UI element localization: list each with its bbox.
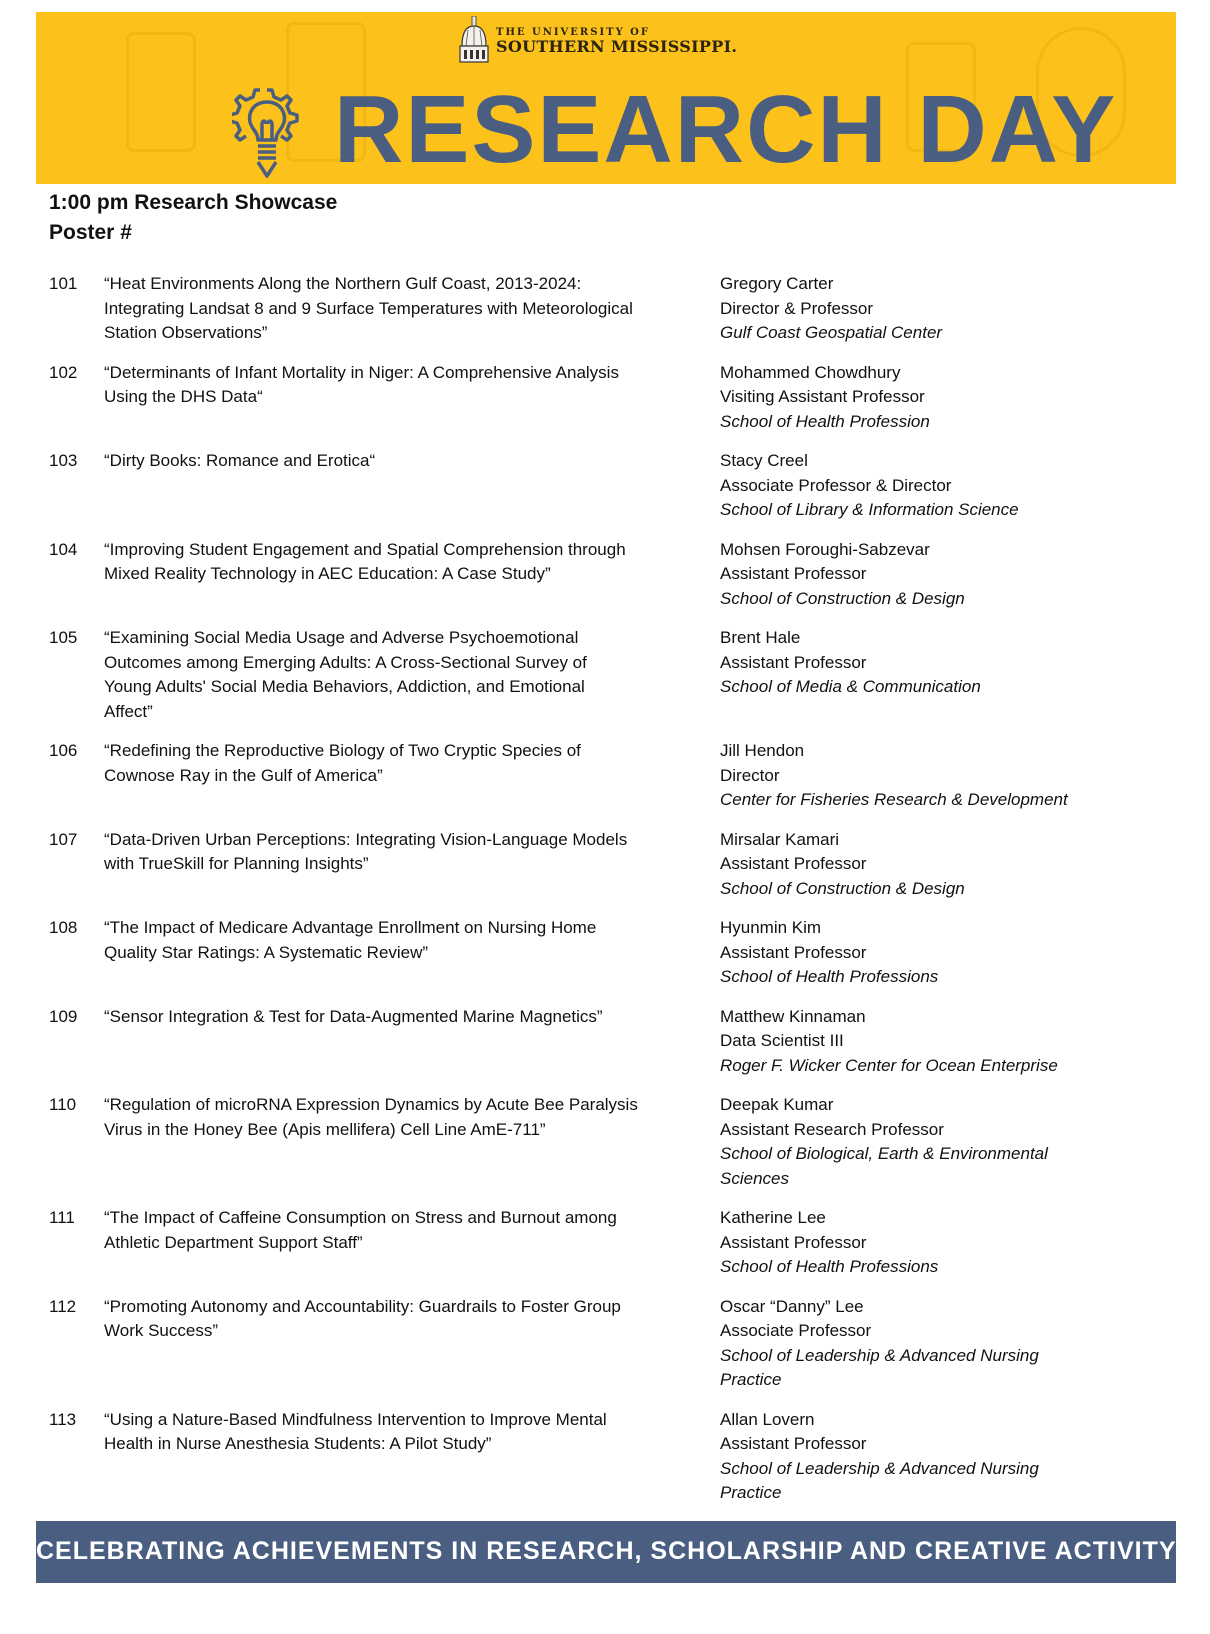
poster-title (104, 739, 710, 813)
presenter-department: Practice (720, 1370, 782, 1389)
presenter-department: School of Media & Communication (720, 677, 981, 696)
presenter-info (710, 1206, 1180, 1280)
poster-title-line: Cownose Ray in the Gulf of America” (104, 765, 383, 785)
poster-number: 112 (49, 1296, 77, 1316)
lightbulb-gear-icon (232, 86, 302, 178)
presenter-info (710, 1408, 1180, 1506)
poster-number: 101 (49, 274, 78, 293)
footer-tagline: CELEBRATING ACHIEVEMENTS IN RESEARCH, SCHOLARSHIP AND CREATIVE ACTIVITY (36, 1536, 1177, 1565)
poster-title-line: “The Impact of Caffeine Consumption on Stress and Burnout among (104, 1208, 617, 1227)
poster-number: 108 (49, 918, 78, 937)
poster-number: 104 (49, 539, 78, 559)
presenter-name: Jill Hendon (720, 741, 805, 760)
presenter-department: School of Health Professions (720, 967, 939, 986)
presenter-name: Oscar “Danny” Lee (720, 1296, 864, 1316)
presenter-info (710, 739, 1180, 813)
presenter-info (710, 272, 1180, 346)
presenter-role: Assistant Professor (720, 854, 867, 873)
poster-number: 103 (49, 451, 78, 470)
poster-entry (0, 1408, 1210, 1506)
presenter-department: School of Construction & Design (720, 588, 965, 608)
poster-title-line: “Heat Environments Along the Northern Gulf Coast, 2013-2024: (104, 274, 582, 293)
poster-title-line: Outcomes among Emerging Adults: A Cross-Sectional Survey of (104, 652, 587, 672)
background-doodle (126, 32, 196, 152)
poster-title-line: Young Adults' Social Media Behaviors, Addiction, and Emotional (104, 677, 585, 696)
section-heading: 1:00 pm Research Showcase (49, 191, 338, 214)
presenter-role: Assistant Research Professor (720, 1119, 944, 1139)
presenter-department: Center for Fisheries Research & Development (720, 790, 1068, 809)
poster-entry (0, 916, 1210, 990)
presenter-department: School of Biological, Earth & Environmental (720, 1144, 1048, 1163)
poster-number: 111 (49, 1208, 75, 1227)
presenter-name: Mohammed Chowdhury (720, 362, 901, 382)
presenter-department: Gulf Coast Geospatial Center (720, 323, 943, 342)
poster-title-line: “Improving Student Engagement and Spatial Comprehension through (104, 539, 626, 559)
presenter-name: Allan Lovern (720, 1409, 815, 1429)
poster-number: 113 (49, 1409, 77, 1429)
presenter-name: Katherine Lee (720, 1208, 826, 1227)
poster-title-line: Health in Nurse Anesthesia Students: A Pilot Study” (104, 1434, 492, 1453)
poster-title (104, 916, 710, 990)
poster-number: 107 (49, 829, 78, 849)
poster-title-line: “Promoting Autonomy and Accountability: Guardrails to Foster Group (104, 1296, 621, 1316)
poster-title (104, 449, 710, 523)
poster-title (104, 272, 710, 346)
poster-title-line: “The Impact of Medicare Advantage Enrollment on Nursing Home (104, 918, 597, 937)
presenter-name: Deepak Kumar (720, 1095, 834, 1114)
poster-entry (0, 449, 1210, 523)
presenter-info (710, 1295, 1180, 1393)
poster-title-line: Station Observations” (104, 323, 268, 342)
poster-entry (0, 1206, 1210, 1280)
presenter-name: Mohsen Foroughi-Sabzevar (720, 539, 930, 559)
poster-entry (0, 1005, 1210, 1079)
presenter-role: Visiting Assistant Professor (720, 387, 925, 406)
poster-title-line: with TrueSkill for Planning Insights” (104, 854, 369, 873)
poster-title-line: “Data-Driven Urban Perceptions: Integrating Vision-Language Models (104, 829, 628, 849)
poster-title-line: “Regulation of microRNA Expression Dynamics by Acute Bee Paralysis (104, 1095, 638, 1114)
capitol-dome-icon (458, 16, 490, 68)
poster-title-line: Mixed Reality Technology in AEC Education: A Case Study” (104, 564, 551, 583)
event-title: RESEARCH DAY (334, 76, 1118, 183)
presenter-department: School of Construction & Design (720, 878, 965, 898)
presenter-department: Sciences (720, 1168, 789, 1188)
presenter-info (710, 828, 1180, 902)
header-banner (36, 12, 1176, 184)
poster-entry (0, 626, 1210, 724)
presenter-department: School of Health Professions (720, 1257, 939, 1276)
poster-title-line: Affect” (104, 701, 153, 721)
presenter-name: Brent Hale (720, 628, 801, 647)
poster-number: 106 (49, 741, 78, 760)
poster-entry (0, 1295, 1210, 1393)
presenter-name: Hyunmin Kim (720, 918, 822, 937)
presenter-role: Assistant Professor (720, 652, 867, 672)
poster-title-line: “Dirty Books: Romance and Erotica“ (104, 451, 376, 470)
presenter-name: Stacy Creel (720, 451, 808, 470)
presenter-department: School of Leadership & Advanced Nursing (720, 1458, 1039, 1478)
poster-number: 110 (49, 1095, 77, 1114)
presenter-role: Data Scientist III (720, 1031, 844, 1050)
presenter-role: Assistant Professor (720, 1232, 867, 1252)
presenter-department: School of Health Profession (720, 411, 930, 431)
poster-entry (0, 739, 1210, 813)
poster-title (104, 1408, 710, 1506)
poster-title (104, 828, 710, 902)
presenter-name: Matthew Kinnaman (720, 1006, 866, 1026)
presenter-role: Director & Professor (720, 298, 874, 318)
presenter-department: Roger F. Wicker Center for Ocean Enterprise (720, 1055, 1058, 1075)
university-logo (458, 16, 737, 68)
presenter-role: Associate Professor & Director (720, 475, 952, 495)
presenter-department: School of Leadership & Advanced Nursing (720, 1345, 1039, 1365)
presenter-info (710, 449, 1180, 523)
poster-number: 102 (49, 362, 78, 382)
poster-title-line: Using the DHS Data“ (104, 387, 263, 406)
presenter-info (710, 1005, 1180, 1079)
poster-title (104, 1206, 710, 1280)
poster-title-line: “Using a Nature-Based Mindfulness Intervention to Improve Mental (104, 1409, 607, 1429)
poster-title-line: “Sensor Integration & Test for Data-Augmented Marine Magnetics” (104, 1006, 603, 1026)
poster-title (104, 1295, 710, 1393)
presenter-info (710, 916, 1180, 990)
poster-entry (0, 828, 1210, 902)
presenter-role: Assistant Professor (720, 1434, 867, 1453)
poster-title (104, 1005, 710, 1079)
poster-list (0, 272, 1210, 1506)
poster-entry (0, 538, 1210, 612)
poster-title (104, 361, 710, 435)
presenter-info (710, 1093, 1180, 1191)
presenter-info (710, 626, 1180, 724)
poster-number-heading: Poster # (49, 221, 132, 244)
poster-title-line: Integrating Landsat 8 and 9 Surface Temperatures with Meteorological (104, 298, 633, 318)
poster-title-line: Quality Star Ratings: A Systematic Review” (104, 942, 429, 962)
university-line2: SOUTHERN MISSISSIPPI. (496, 36, 738, 56)
presenter-role: Director (720, 765, 780, 785)
poster-title-line: “Determinants of Infant Mortality in Niger: A Comprehensive Analysis (104, 362, 619, 382)
poster-title (104, 538, 710, 612)
presenter-name: Gregory Carter (720, 274, 834, 293)
presenter-info (710, 361, 1180, 435)
footer-banner (36, 1521, 1176, 1583)
poster-title (104, 1093, 710, 1191)
poster-title-line: “Examining Social Media Usage and Adverse Psychoemotional (104, 628, 579, 647)
poster-entry (0, 361, 1210, 435)
poster-title-line: “Redefining the Reproductive Biology of Two Cryptic Species of (104, 741, 581, 760)
poster-entry (0, 272, 1210, 346)
poster-number: 109 (49, 1006, 78, 1026)
presenter-department: School of Library & Information Science (720, 500, 1019, 519)
poster-title-line: Work Success” (104, 1321, 218, 1340)
presenter-role: Assistant Professor (720, 564, 867, 583)
poster-title-line: Athletic Department Support Staff” (104, 1232, 363, 1252)
university-line1: THE UNIVERSITY OF (496, 27, 650, 39)
presenter-role: Associate Professor (720, 1321, 872, 1340)
poster-title-line: Virus in the Honey Bee (Apis mellifera) Cell Line AmE-711” (104, 1119, 546, 1139)
presenter-info (710, 538, 1180, 612)
poster-number: 105 (49, 628, 78, 647)
presenter-role: Assistant Professor (720, 942, 867, 962)
presenter-department: Practice (720, 1483, 782, 1502)
poster-entry (0, 1093, 1210, 1191)
poster-title (104, 626, 710, 724)
presenter-name: Mirsalar Kamari (720, 829, 840, 849)
